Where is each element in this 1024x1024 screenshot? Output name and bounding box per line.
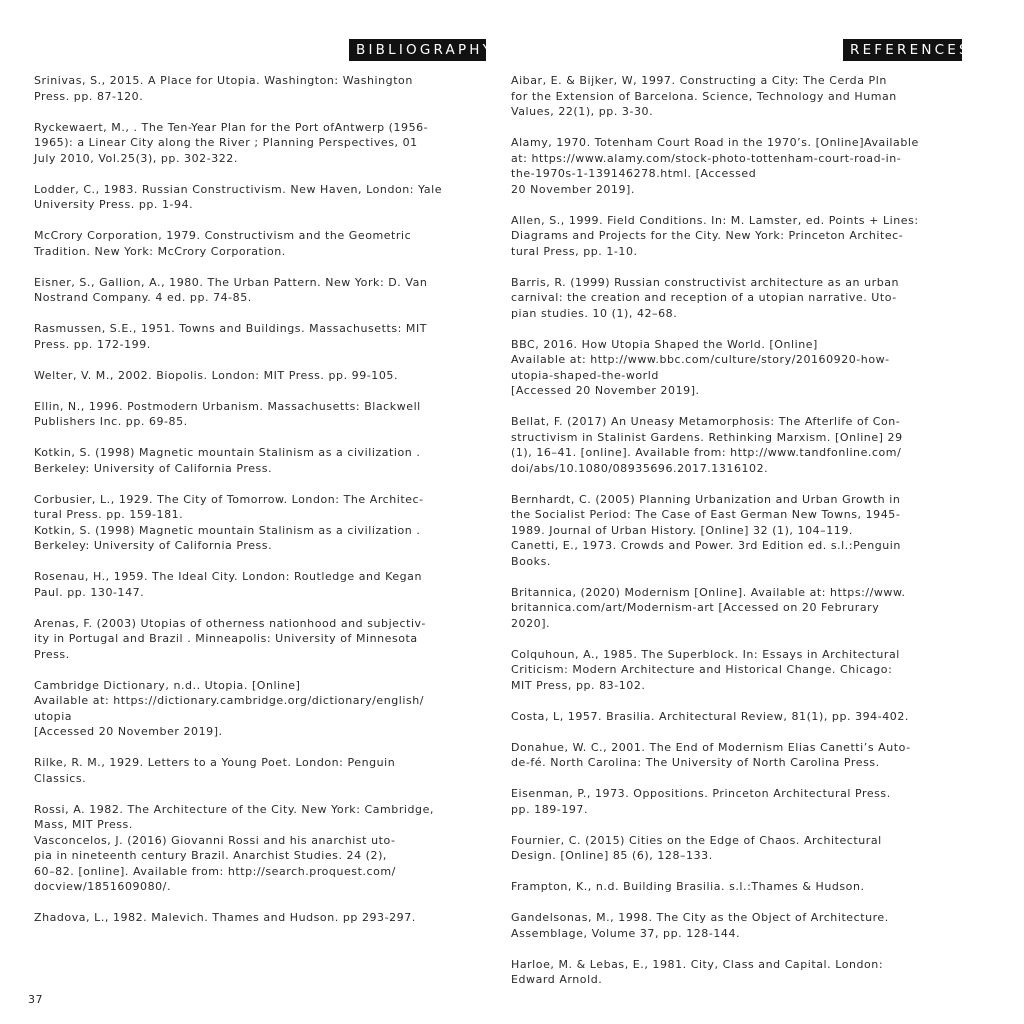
reference-entry: Alamy, 1970. Totenham Court Road in the 1970’s. [Online]Available at: https://www.alamy.com/stock-photo-tottenham-court-road-in- the-1970s-1-139146278.html. [Accessed 20 November 2019]. xyxy=(511,136,919,196)
bibliography-entry: Srinivas, S., 2015. A Place for Utopia. Washington: Washington Press. pp. 87-120. xyxy=(34,74,413,103)
reference-entry: Gandelsonas, M., 1998. The City as the Object of Architecture. Assemblage, Volume 37, pp. 128-144. xyxy=(511,911,889,940)
bibliography-entry: Rossi, A. 1982. The Architecture of the City. New York: Cambridge, Mass, MIT Press. Vasconcelos, J. (2016) Giovanni Rossi and his anarchist uto- pia in nineteenth century Brazil. Anarchist Studies. 24 (2), 60–82. [online]. Available from: http://search.proquest.com/ docview/1851609080/. xyxy=(34,802,434,893)
bibliography-entry: Ellin, N., 1996. Postmodern Urbanism. Massachusetts: Blackwell Publishers Inc. pp. 69-85. xyxy=(34,399,421,428)
reference-entry: Costa, L, 1957. Brasilia. Architectural Review, 81(1), pp. 394-402. xyxy=(511,709,909,723)
reference-entry: BBC, 2016. How Utopia Shaped the World. [Online] Available at: http://www.bbc.com/culture/story/20160920-how- utopia-shaped-the-world [Accessed 20 November 2019]. xyxy=(511,337,890,397)
bibliography-column xyxy=(34,73,494,941)
reference-entry: Barris, R. (1999) Russian constructivist architecture as an urban carnival: the creation and reception of a utopian narrative. Uto- pian studies. 10 (1), 42–68. xyxy=(511,275,900,320)
reference-entry: Frampton, K., n.d. Building Brasilia. s.l.:Thames & Hudson. xyxy=(511,880,865,893)
bibliography-entry: Zhadova, L., 1982. Malevich. Thames and Hudson. pp 293-297. xyxy=(34,911,416,924)
reference-entry: Allen, S., 1999. Field Conditions. In: M. Lamster, ed. Points + Lines: Diagrams and Projects for the City. New York: Princeton Architec- tural Press, pp. 1-10. xyxy=(511,213,919,258)
reference-entry: Bellat, F. (2017) An Uneasy Metamorphosis: The Afterlife of Con- structivism in Stalinist Gardens. Rethinking Marxism. [Online] 29 (1), 16–41. [online]. Available from: http://www.tandfonline.com/ doi/abs/10.1080/08935696.2017.1316102. xyxy=(511,415,903,475)
bibliography-entry: Ryckewaert, M., . The Ten-Year Plan for the Port ofAntwerp (1956- 1965): a Linear City along the River ; Planning Perspectives, 01 July 2010, Vol.25(3), pp. 302-322. xyxy=(34,120,429,165)
reference-entry: Colquhoun, A., 1985. The Superblock. In: Essays in Architectural Criticism: Modern Architecture and Historical Change. Chicago: MIT Press, pp. 83-102. xyxy=(511,647,900,692)
references-column xyxy=(511,73,971,1003)
reference-entry: Eisenman, P., 1973. Oppositions. Princeton Architectural Press. pp. 189-197. xyxy=(511,787,891,816)
reference-entry: Donahue, W. C., 2001. The End of Modernism Elias Canetti’s Auto- de-fé. North Carolina: The University of North Carolina Press. xyxy=(511,740,911,769)
bibliography-entry: Arenas, F. (2003) Utopias of otherness nationhood and subjectiv- ity in Portugal and Brazil . Minneapolis: University of Minnesota Press. xyxy=(34,616,426,661)
bibliography-entry: Rosenau, H., 1959. The Ideal City. London: Routledge and Kegan Paul. pp. 130-147. xyxy=(34,570,422,599)
page-number: 37 xyxy=(28,993,43,1006)
bibliography-entry: Kotkin, S. (1998) Magnetic mountain Stalinism as a civilization . Berkeley: University of California Press. xyxy=(34,446,421,475)
reference-entry: Fournier, C. (2015) Cities on the Edge of Chaos. Architectural Design. [Online] 85 (6), 128–133. xyxy=(511,833,882,862)
bibliography-entry: Rilke, R. M., 1929. Letters to a Young Poet. London: Penguin Classics. xyxy=(34,756,396,785)
reference-entry: Britannica, (2020) Modernism [Online]. Available at: https://www. britannica.com/art/Modernism-art [Accessed on 20 Februrary 2020]. xyxy=(511,585,906,630)
reference-entry: Aibar, E. & Bijker, W, 1997. Constructing a City: The Cerda Pln for the Extension of Barcelona. Science, Technology and Human Values, 22(1), pp. 3-30. xyxy=(511,74,897,118)
bibliography-entry: Cambridge Dictionary, n.d.. Utopia. [Online] Available at: https://dictionary.cambridge.org/dictionary/english/ utopia [Accessed 20 November 2019]. xyxy=(34,678,425,738)
reference-entry: Harloe, M. & Lebas, E., 1981. City, Class and Capital. London: Edward Arnold. xyxy=(511,957,884,986)
bibliography-entry: Eisner, S., Gallion, A., 1980. The Urban Pattern. New York: D. Van Nostrand Company. 4 ed. pp. 74-85. xyxy=(34,275,428,304)
bibliography-entry: Corbusier, L., 1929. The City of Tomorrow. London: The Architec- tural Press. pp. 159-181. Kotkin, S. (1998) Magnetic mountain Stalinism as a civilization . Berkeley: University of California Press. xyxy=(34,492,424,552)
bibliography-entry: McCrory Corporation, 1979. Constructivism and the Geometric Tradition. New York: McCrory Corporation. xyxy=(34,229,412,258)
bibliography-entry: Welter, V. M., 2002. Biopolis. London: MIT Press. pp. 99-105. xyxy=(34,368,398,382)
bibliography-entry: Rasmussen, S.E., 1951. Towns and Buildings. Massachusetts: MIT Press. pp. 172-199. xyxy=(34,322,428,351)
reference-entry: Bernhardt, C. (2005) Planning Urbanization and Urban Growth in the Socialist Period: The Case of East German New Towns, 1945- 1989. Journal of Urban History. [Online] 32 (1), 104–119. Canetti, E., 1973. Crowds and Power. 3rd Edition ed. s.l.:Penguin Books. xyxy=(511,492,901,568)
bibliography-heading: BIBLIOGRAPHY xyxy=(349,39,486,61)
references-heading: REFERENCES xyxy=(843,39,962,61)
bibliography-entry: Lodder, C., 1983. Russian Constructivism. New Haven, London: Yale University Press. pp. 1-94. xyxy=(34,182,443,211)
